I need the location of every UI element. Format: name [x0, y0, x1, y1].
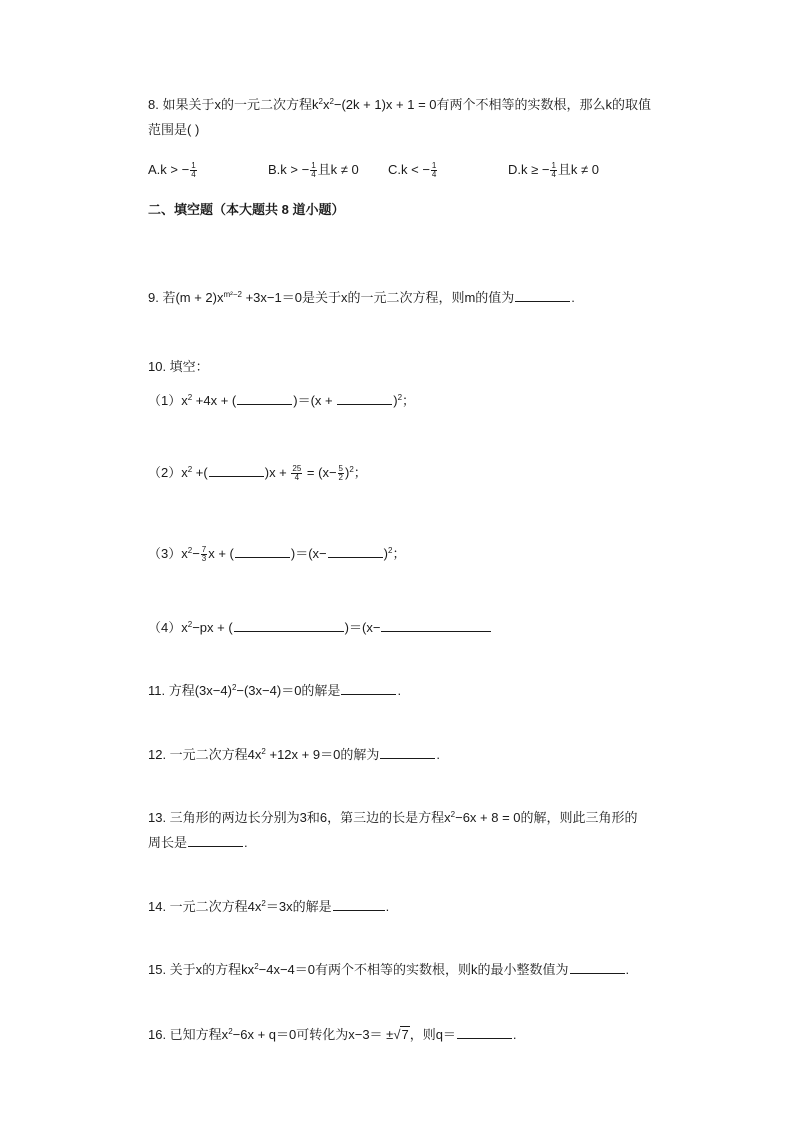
- q14: 14. 一元二次方程$4x^2=3x$的解是 .: [148, 899, 390, 914]
- section-heading: 二、填空题（本大题共 8 道小题）: [148, 202, 345, 217]
- q10-part3: $(3)x^2-$ $\frac{7}{3}$ x + ( )$=(x- )^2$；: [148, 545, 406, 564]
- q15: 15. 关于x的方程$kx^2-4x-4=0$有两个不相等的实数根，则k的最小整数值为 .: [148, 962, 630, 977]
- fraction: $\frac{7}{3}$: [201, 545, 207, 564]
- answer-blank[interactable]: [380, 746, 435, 759]
- answer-blank[interactable]: [328, 545, 383, 558]
- superscript: 2: [318, 97, 323, 106]
- answer-blank[interactable]: [337, 392, 392, 405]
- answer-blank[interactable]: [188, 834, 243, 847]
- q11: 11. 方程$(3x-4)^2-(3x-4)=0$的解是 .: [148, 683, 402, 698]
- fraction: $\frac{25}{4}$: [292, 464, 302, 483]
- q8-text-b: x: [322, 97, 330, 112]
- answer-blank[interactable]: [341, 682, 396, 695]
- fraction: $\frac{1}{4}$: [191, 161, 196, 180]
- q12: 12. 一元二次方程$4x^2 +12x + 9=0$的解为 .: [148, 747, 440, 762]
- q16: 16. 已知方程$x^2-6x + q=0$可转化为x−3＝ ±√7，则q＝ .: [148, 1027, 517, 1042]
- answer-blank[interactable]: [570, 961, 625, 974]
- q13-line2: 周长是 .: [148, 835, 248, 850]
- fraction: $\frac{5}{2}$: [338, 464, 343, 483]
- answer-blank[interactable]: [235, 545, 290, 558]
- answer-blank[interactable]: [209, 464, 264, 477]
- q10-title: 10. 填空：: [148, 359, 209, 374]
- fraction: $\frac{1}{4}$: [551, 161, 556, 180]
- q8-line1: [148, 97, 651, 113]
- q8-option-a[interactable]: A.k > − $\frac{1}{4}$: [148, 161, 196, 180]
- q8-number: 8.: [148, 97, 159, 112]
- answer-blank[interactable]: [457, 1026, 512, 1039]
- answer-blank[interactable]: [237, 392, 292, 405]
- q8-text-c: −(2k + 1)x + 1 = 0有两个不相等的实数根，那么k的取值: [333, 97, 652, 112]
- q8-option-b[interactable]: B.k > − $\frac{1}{4}$ 且k ≠ 0: [268, 161, 359, 180]
- q13-line1: 13. 三角形的两边长分别为3和6，第三边的长是方程$x^2-6x + 8 = 0$的解，则此三角形的: [148, 810, 638, 825]
- q9: 9. 若$(m + 2)x^{m^2-2} +3x-1=0$是关于x的一元二次方程，则m的值为 .: [148, 290, 575, 305]
- q8-line2: 范围是( ): [148, 122, 200, 137]
- answer-blank[interactable]: [234, 619, 344, 632]
- exponent: m²−2: [223, 290, 242, 299]
- fraction: $\frac{1}{4}$: [431, 161, 437, 180]
- square-root: √7: [393, 1027, 409, 1042]
- q10-part1: $(1)x^2 +4x$ + ( )$=(x + )^2$；: [148, 393, 416, 408]
- answer-blank[interactable]: [333, 898, 385, 911]
- q10-part4: $(4)x^2-px$ + ( )＝(x−: [148, 619, 492, 636]
- q8-option-d[interactable]: D.k ≥ − $\frac{1}{4}$ 且k ≠ 0: [508, 161, 599, 180]
- fraction: $\frac{1}{4}$: [311, 161, 316, 180]
- q10-part2: $(2)x^2$ +( )x + $\frac{25}{4}$ = (x− $\frac{5}{2}$ )$^2$；: [148, 464, 367, 483]
- q8-option-c[interactable]: C.k < − $\frac{1}{4}$: [388, 161, 437, 180]
- q8-text-a: 如果关于x的一元二次方程k: [162, 97, 319, 112]
- answer-blank[interactable]: [515, 289, 570, 302]
- answer-blank[interactable]: [381, 619, 491, 632]
- superscript: 2: [329, 97, 334, 106]
